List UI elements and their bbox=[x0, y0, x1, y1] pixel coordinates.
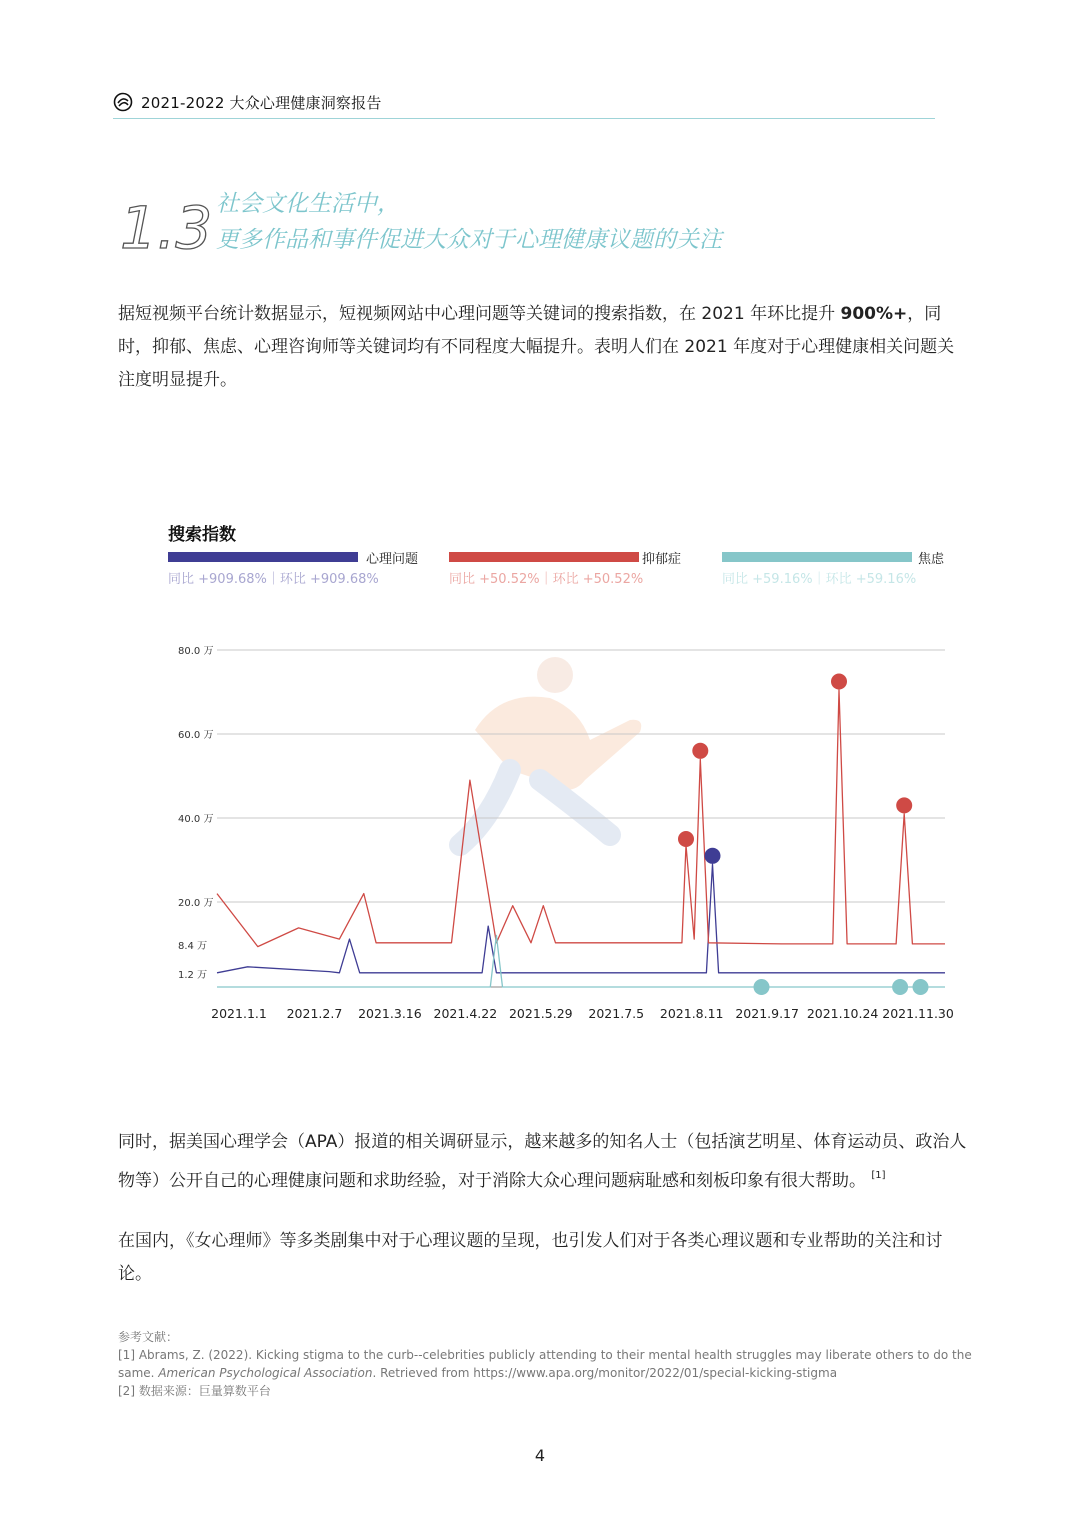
y-tick-label: 40.0 万 bbox=[178, 814, 214, 825]
x-tick-label: 2021.2.7 bbox=[286, 1006, 343, 1021]
x-tick-label: 2021.3.16 bbox=[358, 1006, 422, 1021]
reference-1-text: [1] Abrams, Z. (2022). Kicking stigma to the curb--celebrities publicly attending to their mental health struggles may liberate others to do the same. bbox=[118, 1348, 972, 1380]
domestic-paragraph: 在国内，《女心理师》等多类剧集中对于心理议题的呈现，也引发人们对于各类心理议题和专业帮助的关注和讨论。 bbox=[118, 1231, 943, 1284]
x-tick-label: 2021.10.24 bbox=[806, 1006, 879, 1021]
series-marker bbox=[678, 831, 694, 847]
section-title-line1: 社会文化生活中， bbox=[216, 191, 400, 217]
series-marker bbox=[831, 674, 847, 690]
reference-2: [2] 数据来源：巨量算数平台 bbox=[118, 1384, 271, 1398]
y-axis-ticks bbox=[178, 645, 213, 981]
series-marker bbox=[896, 797, 912, 813]
series-markers bbox=[678, 674, 929, 996]
series-marker bbox=[692, 743, 708, 759]
x-tick-label: 2021.1.1 bbox=[211, 1006, 267, 1021]
search-index-chart bbox=[160, 620, 960, 1040]
apa-paragraph bbox=[118, 1126, 968, 1198]
section-title-line2: 更多作品和事件促进大众对于心理健康议题的关注 bbox=[216, 227, 722, 253]
series-marker bbox=[705, 848, 721, 864]
x-axis-ticks bbox=[211, 1006, 954, 1021]
legend-label: 焦虑 bbox=[918, 552, 945, 567]
x-tick-label: 2021.9.17 bbox=[735, 1006, 799, 1021]
section-number-text: 1.3 bbox=[120, 194, 213, 262]
series-marker bbox=[754, 979, 770, 995]
legend-stat: 同比 +909.68%｜环比 +909.68% bbox=[168, 572, 379, 587]
intro-paragraph bbox=[118, 298, 968, 397]
series-marker bbox=[892, 979, 908, 995]
x-tick-label: 2021.8.11 bbox=[659, 1006, 724, 1021]
page-header bbox=[113, 88, 935, 119]
y-tick-label: 60.0 万 bbox=[178, 730, 214, 741]
x-tick-label: 2021.4.22 bbox=[433, 1006, 498, 1021]
background-illustration bbox=[460, 657, 641, 845]
intro-text-b: ，同时，抑郁、焦虑、心理咨询师等关键词均有不同程度大幅提升。表明人们在 2021 年度对于心理健康相关问题关注度明显提升。 bbox=[118, 304, 955, 390]
x-tick-label: 2021.11.30 bbox=[882, 1006, 954, 1021]
apa-text: 同时，据美国心理学会（APA）报道的相关调研显示，越来越多的知名人士（包括演艺明星、体育运动员、政治人物等）公开自己的心理健康问题和求助经验，对于消除大众心理问题病耻感和刻板印象有很大帮助。 bbox=[118, 1132, 967, 1191]
references-heading: 参考文献： bbox=[118, 1330, 179, 1344]
chart-title: 搜索指数 bbox=[168, 525, 236, 545]
references bbox=[118, 1328, 978, 1400]
section-number bbox=[118, 190, 213, 262]
citation-marker: [1] bbox=[871, 1170, 886, 1181]
y-tick-label: 20.0 万 bbox=[178, 898, 214, 909]
circle-logo-icon bbox=[113, 92, 133, 112]
reference-1 bbox=[118, 1346, 978, 1382]
page-number: 4 bbox=[534, 1446, 546, 1465]
intro-text-a: 据短视频平台统计数据显示，短视频网站中心理问题等关键词的搜索指数，在 2021 年环比提升 bbox=[118, 304, 841, 324]
legend-label: 抑郁症 bbox=[642, 552, 682, 567]
x-tick-label: 2021.7.5 bbox=[588, 1006, 645, 1021]
y-tick-label: 80.0 万 bbox=[178, 646, 214, 657]
legend-label: 心理问题 bbox=[366, 552, 419, 567]
reference-1-journal: American Psychological Association bbox=[158, 1366, 373, 1380]
legend-swatch bbox=[168, 552, 358, 562]
series-line bbox=[217, 864, 945, 973]
legend-swatch bbox=[449, 552, 639, 562]
y-tick-label: 1.2 万 bbox=[178, 970, 208, 981]
series-marker bbox=[913, 979, 929, 995]
section-title bbox=[216, 186, 722, 258]
legend-swatch bbox=[722, 552, 912, 562]
reference-1-url: . Retrieved from https://www.apa.org/monitor/2022/01/special-kicking-stigma bbox=[372, 1366, 838, 1380]
x-tick-label: 2021.5.29 bbox=[508, 1006, 573, 1021]
legend-stat: 同比 +50.52%｜环比 +50.52% bbox=[449, 572, 644, 587]
y-tick-label: 8.4 万 bbox=[178, 941, 208, 952]
legend-stat: 同比 +59.16%｜环比 +59.16% bbox=[722, 572, 917, 587]
report-title: 2021-2022 大众心理健康洞察报告 bbox=[141, 94, 382, 112]
intro-highlight: 900%+ bbox=[840, 304, 908, 324]
